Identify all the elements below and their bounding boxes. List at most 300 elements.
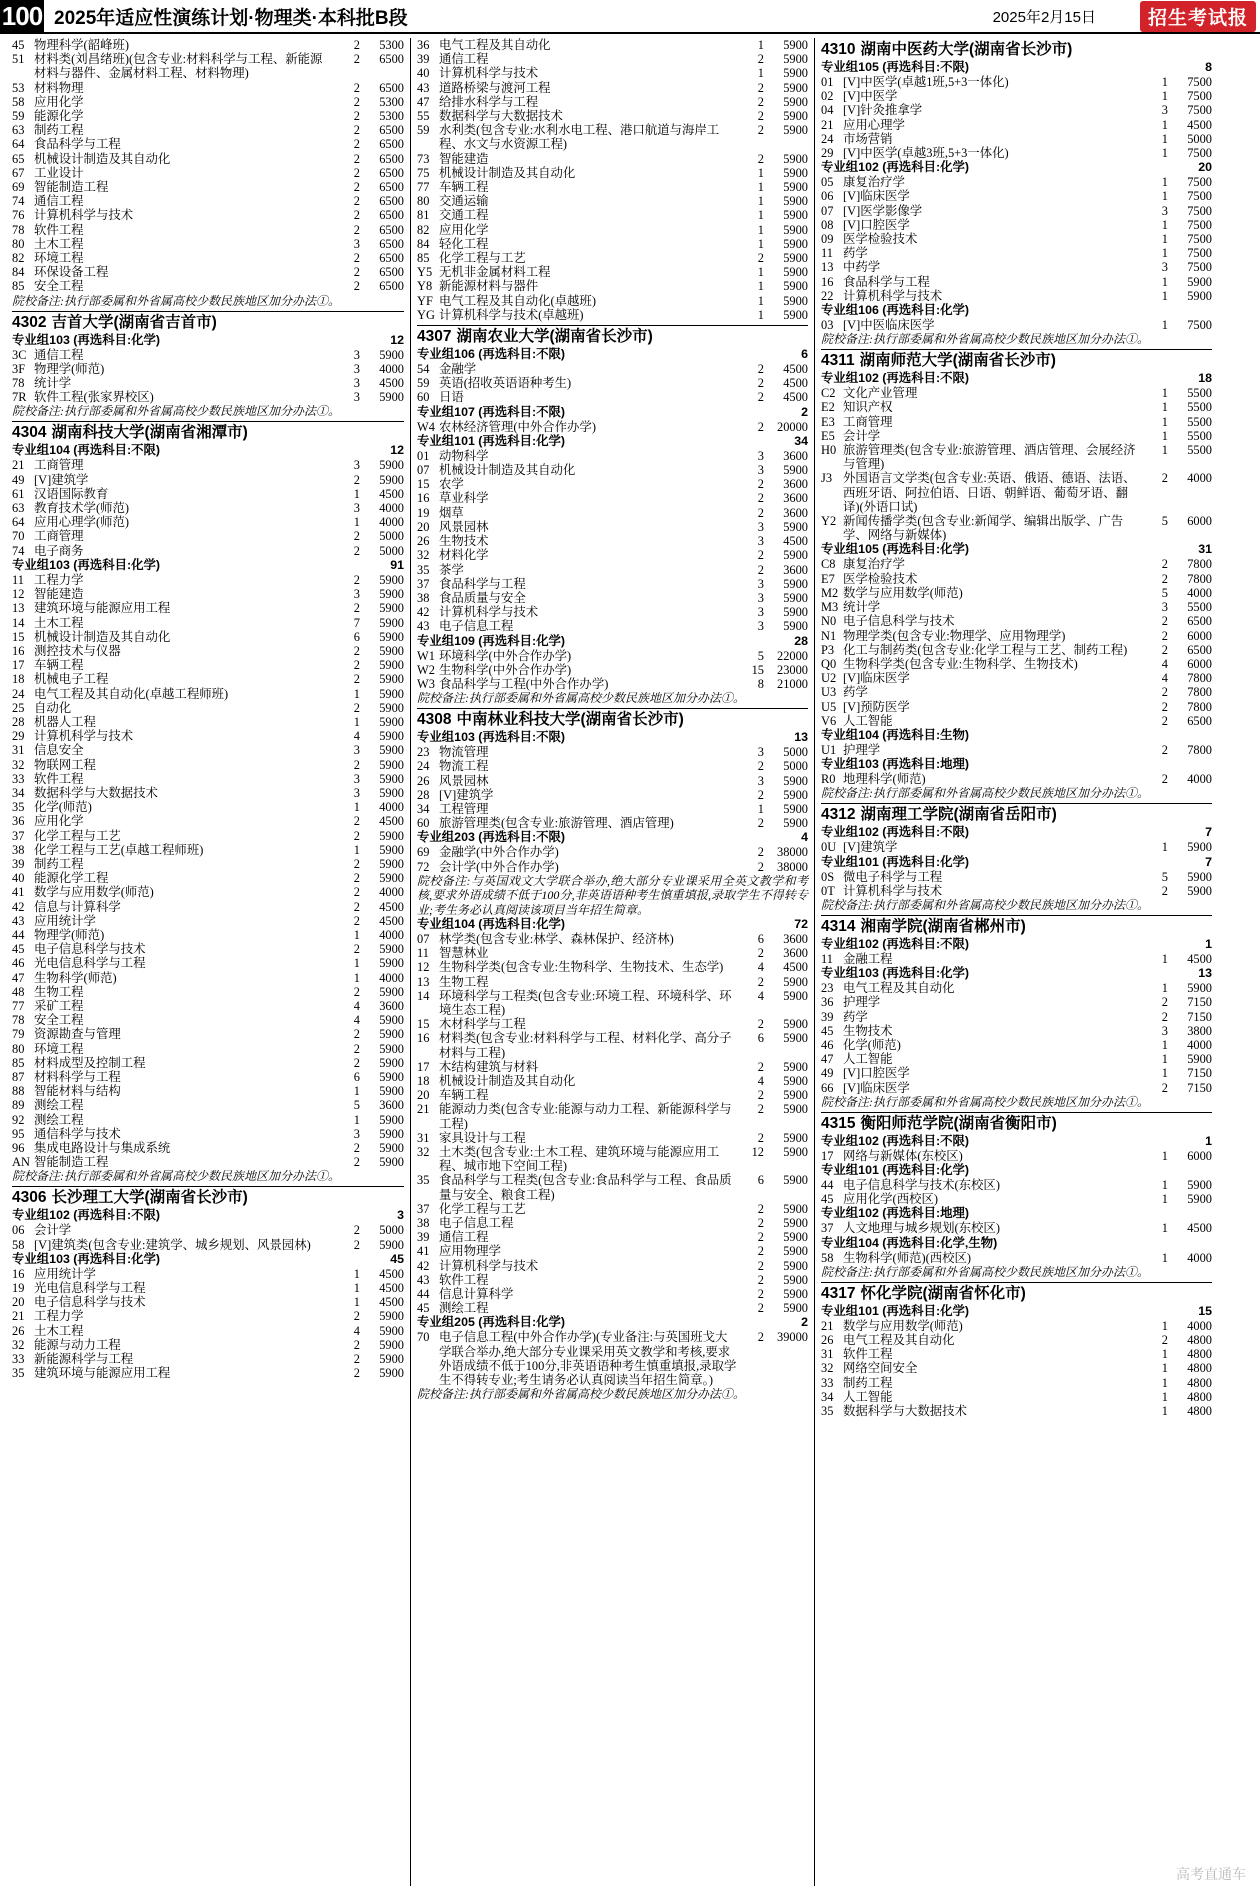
major-plan: 2	[353, 279, 360, 294]
major-plan: 2	[353, 643, 360, 658]
major-code: 16	[417, 491, 430, 506]
major-row	[417, 180, 808, 194]
major-fee: 5900	[379, 700, 404, 715]
major-code: 43	[417, 619, 430, 634]
major-fee: 5900	[379, 1013, 404, 1028]
major-plan: 1	[757, 194, 764, 209]
major-code: 11	[12, 572, 24, 587]
major-code: 39	[417, 52, 430, 67]
major-name: 医学检验技术	[843, 232, 918, 247]
major-row	[417, 975, 808, 989]
major-plan: 4	[353, 998, 360, 1013]
major-fee: 4000	[1187, 772, 1212, 787]
major-row	[417, 1131, 808, 1145]
major-fee: 7500	[1187, 232, 1212, 247]
major-row	[12, 473, 404, 487]
major-fee: 5900	[379, 984, 404, 999]
major-code: 46	[12, 956, 25, 971]
major-row	[417, 932, 808, 946]
major-row	[417, 1330, 808, 1387]
major-group-header	[417, 434, 808, 449]
major-fee: 5900	[379, 828, 404, 843]
school-name: 中南林业科技大学(湖南省长沙市)	[456, 711, 684, 729]
major-row	[821, 1404, 1212, 1418]
major-name: 食品科学与工程	[843, 274, 930, 289]
major-name: 无机非金属材料工程	[439, 265, 551, 280]
major-fee: 7500	[1187, 246, 1212, 261]
major-plan: 4	[757, 960, 764, 975]
major-group-header	[417, 405, 808, 420]
major-row	[821, 600, 1212, 614]
major-plan: 3	[353, 458, 360, 473]
major-name: 计算机科学与技术	[843, 288, 943, 303]
major-row	[417, 989, 808, 1017]
major-code: 20	[417, 519, 430, 534]
major-plan: 3	[353, 501, 360, 516]
major-fee: 5900	[379, 472, 404, 487]
major-group-header	[821, 937, 1212, 952]
major-plan: 3	[353, 785, 360, 800]
major-code: 18	[12, 672, 25, 687]
major-name: 数据科学与大数据技术	[439, 109, 563, 124]
major-fee: 4000	[379, 927, 404, 942]
major-group-plan: 12	[390, 443, 404, 458]
major-name: 金融学	[439, 362, 477, 377]
major-fee: 5900	[379, 1141, 404, 1156]
major-plan: 2	[757, 123, 764, 138]
major-group-label: 专业组104 (再选科目:化学)	[417, 916, 566, 931]
major-fee: 5900	[783, 787, 808, 802]
major-fee: 5900	[379, 714, 404, 729]
major-plan: 2	[1161, 1009, 1168, 1024]
major-group-header	[821, 1236, 1212, 1251]
major-plan: 6	[353, 629, 360, 644]
major-code: 42	[417, 1258, 430, 1273]
major-code: 07	[417, 931, 430, 946]
major-group-label: 专业组101 (再选科目:化学)	[417, 433, 566, 448]
major-name: 食品科学与工程	[439, 576, 526, 591]
major-group-header	[417, 830, 808, 845]
major-fee: 5900	[379, 842, 404, 857]
major-group-label: 专业组105 (再选科目:不限)	[821, 60, 970, 74]
major-code: 21	[12, 458, 25, 473]
major-group-label: 专业组107 (再选科目:不限)	[417, 404, 566, 419]
major-code: 19	[12, 1281, 25, 1296]
major-fee: 7800	[1187, 699, 1212, 714]
major-fee: 6500	[379, 208, 404, 223]
major-fee: 5900	[783, 1230, 808, 1245]
major-plan: 2	[353, 942, 360, 957]
major-name: 食品科学与工程(中外合作办学)	[439, 676, 609, 691]
major-name: 应用统计学	[34, 1266, 96, 1281]
major-row	[12, 900, 404, 914]
major-code: 45	[821, 1023, 834, 1038]
major-name: 应用心理学	[843, 117, 905, 132]
major-fee: 6500	[379, 151, 404, 166]
major-code: 7R	[12, 390, 27, 405]
school-code: 4317	[821, 1284, 856, 1302]
major-plan: 2	[353, 80, 360, 95]
major-group-label: 专业组103 (再选科目:化学)	[12, 557, 161, 572]
major-fee: 5900	[783, 619, 808, 634]
major-plan: 1	[1161, 1066, 1168, 1081]
major-row	[12, 658, 404, 672]
major-fee: 5900	[379, 390, 404, 405]
major-name: 护理学	[843, 995, 881, 1010]
major-plan: 4	[353, 1323, 360, 1338]
major-plan: 2	[757, 1258, 764, 1273]
major-row	[417, 38, 808, 52]
major-code: 88	[12, 1084, 25, 1099]
major-code: 33	[821, 1375, 834, 1390]
major-code: 36	[417, 38, 430, 52]
logo-text: 招生考试报	[1140, 1, 1256, 32]
major-name: 软件工程	[439, 1272, 489, 1287]
major-code: 64	[12, 137, 25, 152]
major-fee: 5900	[1187, 883, 1212, 898]
major-name: 计算机科学与技术	[34, 208, 134, 223]
major-code: E2	[821, 400, 835, 415]
major-plan: 8	[757, 676, 764, 691]
major-row	[12, 985, 404, 999]
major-plan: 2	[353, 672, 360, 687]
major-row	[12, 81, 404, 95]
major-fee: 5900	[783, 1145, 808, 1160]
major-code: 13	[417, 974, 430, 989]
major-code: 26	[417, 534, 430, 549]
major-code: 75	[417, 165, 430, 180]
major-row	[417, 449, 808, 463]
major-name: [V]中医学(卓越3班,5+3一体化)	[843, 146, 1009, 161]
major-name: 动物科学	[439, 448, 489, 463]
major-plan: 2	[757, 548, 764, 563]
major-plan: 1	[1161, 1177, 1168, 1192]
major-fee: 6500	[379, 180, 404, 195]
major-fee: 5900	[783, 1102, 808, 1117]
major-row	[12, 487, 404, 501]
major-group-label: 专业组103 (再选科目:不限)	[417, 730, 566, 745]
major-plan: 2	[353, 109, 360, 124]
major-row	[12, 857, 404, 871]
school-code: 4306	[12, 1189, 47, 1207]
school-heading	[417, 325, 808, 346]
major-code: Y8	[417, 279, 433, 294]
major-name: 会计学(中外合作办学)	[439, 859, 559, 874]
major-fee: 5900	[379, 771, 404, 786]
major-code: 23	[417, 745, 430, 760]
major-fee: 6000	[1187, 628, 1212, 643]
major-name: 木结构建筑与材料	[439, 1059, 539, 1074]
major-plan: 1	[353, 515, 360, 530]
school-name: 湖南师范大学(湖南省长沙市)	[859, 352, 1056, 370]
major-plan: 3	[353, 361, 360, 376]
major-row	[821, 643, 1212, 657]
major-row	[821, 1038, 1212, 1052]
school-heading	[821, 41, 1212, 59]
major-fee: 5000	[783, 745, 808, 760]
major-name: 智慧林业	[439, 946, 489, 961]
school-name: 湖南理工学院(湖南省岳阳市)	[860, 806, 1057, 824]
major-group-plan	[1178, 1163, 1212, 1178]
major-group-plan	[1178, 303, 1212, 318]
major-code: 34	[12, 785, 25, 800]
major-code: 05	[821, 175, 834, 190]
major-row	[821, 657, 1212, 671]
major-code: 15	[12, 629, 25, 644]
major-code: 35	[821, 1404, 834, 1418]
major-fee: 4000	[1187, 471, 1212, 486]
major-code: 21	[821, 1318, 834, 1333]
major-group-label: 专业组205 (再选科目:化学)	[417, 1315, 566, 1330]
major-name: 电气工程及其自动化(卓越工程师班)	[34, 686, 229, 701]
major-code: C2	[821, 386, 836, 401]
major-name: 通信工程	[439, 52, 489, 67]
major-row	[12, 1042, 404, 1056]
major-code: 48	[12, 984, 25, 999]
major-plan: 2	[353, 137, 360, 152]
major-group-header	[821, 1206, 1212, 1221]
major-fee: 5900	[379, 871, 404, 886]
major-plan: 2	[757, 1287, 764, 1302]
major-fee: 3600	[379, 1098, 404, 1113]
major-fee: 5900	[783, 222, 808, 237]
major-code: V6	[821, 713, 837, 728]
major-row	[821, 557, 1212, 571]
major-group-plan: 72	[794, 916, 808, 931]
major-code: YF	[417, 293, 433, 308]
major-fee: 5000	[783, 759, 808, 774]
major-row	[12, 971, 404, 985]
major-plan: 2	[353, 52, 360, 67]
school-heading	[821, 1282, 1212, 1303]
major-row	[417, 223, 808, 237]
major-plan: 2	[757, 1216, 764, 1231]
major-fee: 5500	[1187, 600, 1212, 615]
major-row	[821, 103, 1212, 117]
major-fee: 38000	[777, 859, 808, 874]
major-plan: 2	[353, 222, 360, 237]
major-row	[417, 1259, 808, 1273]
major-fee: 4000	[379, 970, 404, 985]
major-code: 32	[821, 1361, 834, 1376]
major-name: 通信工程	[34, 194, 84, 209]
school-code: 4315	[821, 1114, 856, 1132]
major-code: 74	[12, 194, 25, 209]
major-row	[417, 66, 808, 80]
major-row	[417, 194, 808, 208]
major-code: 29	[12, 729, 25, 744]
major-code: 80	[12, 1041, 25, 1056]
major-name: 安全工程	[34, 279, 84, 294]
major-name: 化学工程与工艺	[34, 828, 121, 843]
major-name: 微电子科学与工程	[843, 869, 943, 884]
major-row	[12, 1084, 404, 1098]
major-name: 农学	[439, 477, 464, 492]
major-name: 生物科学(师范)	[34, 970, 117, 985]
major-group-label: 专业组109 (再选科目:化学)	[417, 633, 566, 648]
major-row	[821, 146, 1212, 160]
major-code: 24	[417, 759, 430, 774]
major-row	[12, 237, 404, 251]
major-code: 59	[417, 123, 430, 138]
major-fee: 4500	[379, 486, 404, 501]
major-fee: 5900	[1187, 1052, 1212, 1067]
major-code: 53	[12, 80, 25, 95]
major-plan: 2	[353, 180, 360, 195]
major-row	[12, 109, 404, 123]
major-plan: 1	[757, 222, 764, 237]
major-name: 信息与计算科学	[34, 899, 121, 914]
major-code: 20	[12, 1295, 25, 1310]
major-plan: 3	[757, 576, 764, 591]
major-group-label: 专业组103 (再选科目:化学)	[12, 332, 161, 347]
major-row	[12, 1098, 404, 1112]
major-plan: 1	[353, 927, 360, 942]
major-fee: 5900	[783, 293, 808, 308]
major-group-plan: 1	[1205, 1133, 1212, 1148]
major-fee: 5500	[1187, 414, 1212, 429]
major-group-label: 专业组102 (再选科目:地理)	[821, 1206, 970, 1221]
major-fee: 5900	[379, 1126, 404, 1141]
major-fee: 5900	[379, 458, 404, 473]
major-name: 机械设计制造及其自动化	[34, 629, 171, 644]
major-row	[417, 166, 808, 180]
major-plan: 1	[757, 180, 764, 195]
major-name: 电子信息科学与技术	[843, 614, 955, 629]
major-plan: 3	[757, 519, 764, 534]
major-name: 自动化	[34, 700, 72, 715]
major-row	[12, 376, 404, 390]
major-fee: 3600	[783, 491, 808, 506]
major-fee: 4800	[1187, 1375, 1212, 1390]
major-code: 24	[12, 686, 25, 701]
major-name: [V]预防医学	[843, 699, 910, 714]
major-name: 建筑环境与能源应用工程	[34, 1366, 171, 1381]
major-plan: 2	[757, 974, 764, 989]
major-plan: 1	[757, 236, 764, 251]
major-row	[12, 1070, 404, 1084]
major-name: 材料类(包含专业:材料科学与工程、材料化学、高分子材料与工程)	[439, 1031, 732, 1060]
major-name: 智能建造	[34, 587, 84, 602]
major-code: 33	[12, 1352, 25, 1367]
major-group-plan: 91	[390, 557, 404, 572]
major-code: J3	[821, 471, 833, 486]
major-row	[821, 572, 1212, 586]
major-name: 车辆工程	[34, 658, 84, 673]
major-code: 65	[12, 151, 25, 166]
major-code: 31	[821, 1347, 834, 1362]
major-fee: 5900	[783, 279, 808, 294]
major-fee: 5900	[379, 743, 404, 758]
watermark: 高考直通车	[1176, 1866, 1246, 1882]
major-name: 应用化学(西校区)	[843, 1192, 938, 1207]
major-row	[417, 960, 808, 974]
major-row	[821, 429, 1212, 443]
major-row	[821, 175, 1212, 189]
major-fee: 5500	[1187, 400, 1212, 415]
major-group-header	[12, 333, 404, 348]
major-plan: 1	[353, 1266, 360, 1281]
major-row	[417, 520, 808, 534]
major-fee: 5900	[379, 956, 404, 971]
school-note: 院校备注:执行部委属和外省属高校少数民族地区加分办法①。	[821, 1094, 1149, 1109]
major-plan: 2	[1161, 557, 1168, 572]
major-code: 60	[417, 390, 430, 405]
major-row	[12, 701, 404, 715]
major-code: 07	[417, 463, 430, 478]
major-row	[12, 123, 404, 137]
major-row	[12, 885, 404, 899]
major-code: 19	[417, 505, 430, 520]
major-code: 33	[12, 771, 25, 786]
major-name: 光电信息科学与工程	[34, 956, 146, 971]
major-plan: 2	[757, 505, 764, 520]
major-name: 生物工程	[34, 984, 84, 999]
major-code: W3	[417, 676, 435, 691]
major-fee: 4500	[379, 1281, 404, 1296]
major-fee: 7500	[1187, 260, 1212, 275]
major-row	[821, 75, 1212, 89]
major-fee: 5900	[379, 572, 404, 587]
major-name: 应用化学	[439, 222, 489, 237]
major-code: 12	[12, 587, 25, 602]
page-number: 100	[1, 0, 43, 31]
major-name: 电子信息工程	[439, 619, 514, 634]
major-plan: 1	[1161, 1148, 1168, 1163]
major-fee: 5900	[783, 548, 808, 563]
newspaper-logo	[1108, 0, 1260, 32]
major-group-header	[821, 371, 1212, 386]
major-name: 生物技术	[843, 1023, 893, 1038]
major-fee: 6500	[379, 222, 404, 237]
major-name: 材料化学	[439, 548, 489, 563]
major-group-header	[417, 634, 808, 649]
major-code: U3	[821, 685, 837, 700]
major-row	[12, 1141, 404, 1155]
major-name: 安全工程	[34, 1013, 84, 1028]
major-name: 化学(师范)	[34, 800, 92, 815]
major-code: 58	[12, 1237, 25, 1252]
major-group-plan: 12	[390, 332, 404, 347]
major-fee: 3600	[783, 505, 808, 520]
major-fee: 4000	[379, 515, 404, 530]
major-row	[821, 1333, 1212, 1347]
major-fee: 5900	[783, 463, 808, 478]
major-row	[417, 802, 808, 816]
column-2	[410, 38, 814, 1886]
major-code: W2	[417, 662, 435, 677]
major-code: 15	[417, 477, 430, 492]
major-name: 环境工程	[34, 251, 84, 266]
major-code: P3	[821, 642, 835, 657]
major-fee: 5900	[1187, 840, 1212, 855]
major-name: 护理学	[843, 742, 881, 757]
major-group-header	[417, 1315, 808, 1330]
major-code: 45	[12, 942, 25, 957]
major-code: 41	[417, 1244, 430, 1259]
major-fee: 4500	[1187, 951, 1212, 966]
major-code: 01	[417, 448, 430, 463]
major-row	[417, 152, 808, 166]
major-fee: 7800	[1187, 557, 1212, 572]
major-fee: 5900	[783, 576, 808, 591]
major-code: 84	[12, 265, 25, 280]
major-row	[821, 1221, 1212, 1235]
major-plan: 2	[1161, 628, 1168, 643]
major-row	[417, 591, 808, 605]
major-fee: 5900	[783, 165, 808, 180]
major-plan: 2	[353, 529, 360, 544]
